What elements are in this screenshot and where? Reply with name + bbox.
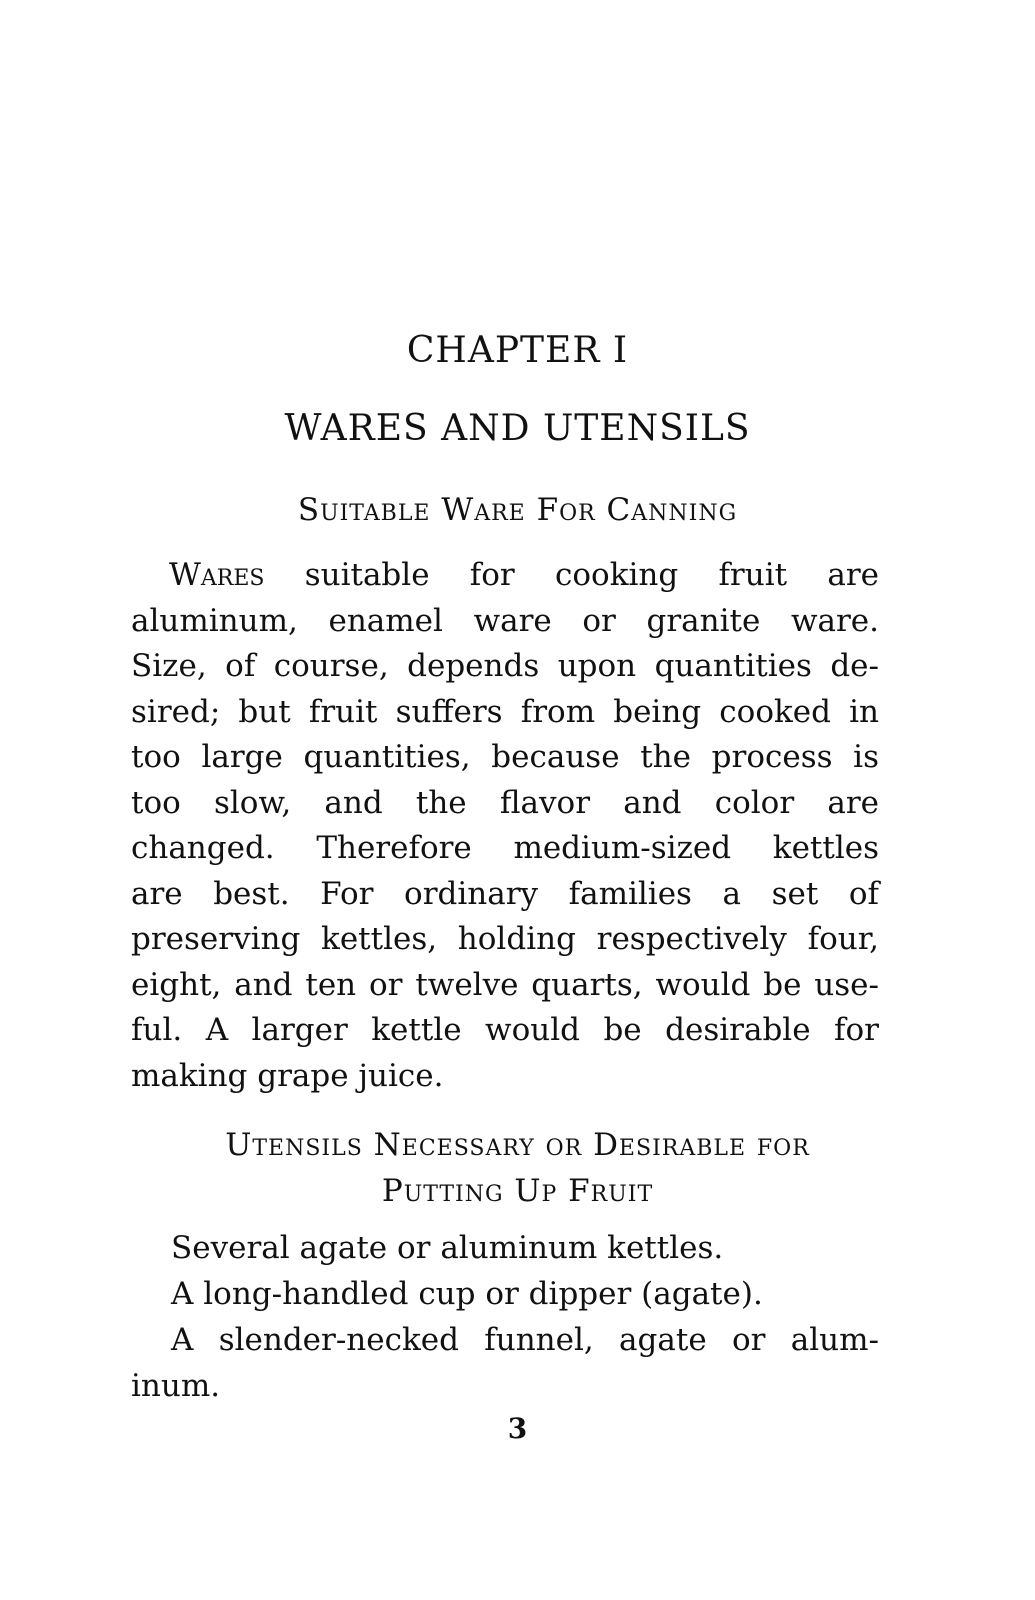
paragraph-line: making grape juice. — [131, 1057, 444, 1094]
paragraph-line: preserving kettles, holding respectively four, — [131, 921, 879, 957]
paragraph-line: too large quantities, because the process is — [131, 739, 879, 775]
paragraph-wares — [131, 553, 879, 1099]
paragraph-line: ful. A larger kettle would be desirable for — [131, 1012, 879, 1048]
chapter-title: WARES AND UTENSILS — [284, 408, 751, 449]
section-heading-utensils — [0, 1122, 1035, 1214]
paragraph-line: Size, of course, depends upon quantities de- — [131, 648, 879, 684]
section-heading-line: Utensils Necessary or Desirable for — [225, 1127, 810, 1163]
list-item: Several agate or aluminum kettles. — [171, 1230, 724, 1266]
chapter-label: CHAPTER I — [406, 330, 629, 371]
lead-word: Wares — [169, 557, 265, 593]
paragraph-line: are best. For ordinary families a set of — [131, 875, 879, 912]
list-item-continuation: inum. — [131, 1368, 221, 1404]
utensil-list — [131, 1225, 879, 1409]
paragraph-line: too slow, and the flavor and color are — [131, 784, 879, 821]
paragraph-line: aluminum, enamel ware or granite ware. — [131, 602, 879, 639]
page-number: 3 — [507, 1412, 528, 1445]
paragraph-line: changed. Therefore medium-sized kettles — [131, 830, 879, 866]
list-item: A long-handled cup or dipper (agate). — [171, 1276, 763, 1312]
section-heading-line: Putting Up Fruit — [381, 1173, 654, 1209]
list-item: A slender-necked funnel, agate or alum- — [171, 1322, 879, 1358]
paragraph-line: eight, and ten or twelve quarts, would be use- — [131, 966, 879, 1003]
paragraph-line: sired; but fruit suffers from being cooked in — [131, 693, 879, 730]
paragraph-line: Wares suitable for cooking fruit are — [169, 557, 879, 593]
section-heading-suitable-ware: Suitable Ware For Canning — [297, 492, 738, 528]
